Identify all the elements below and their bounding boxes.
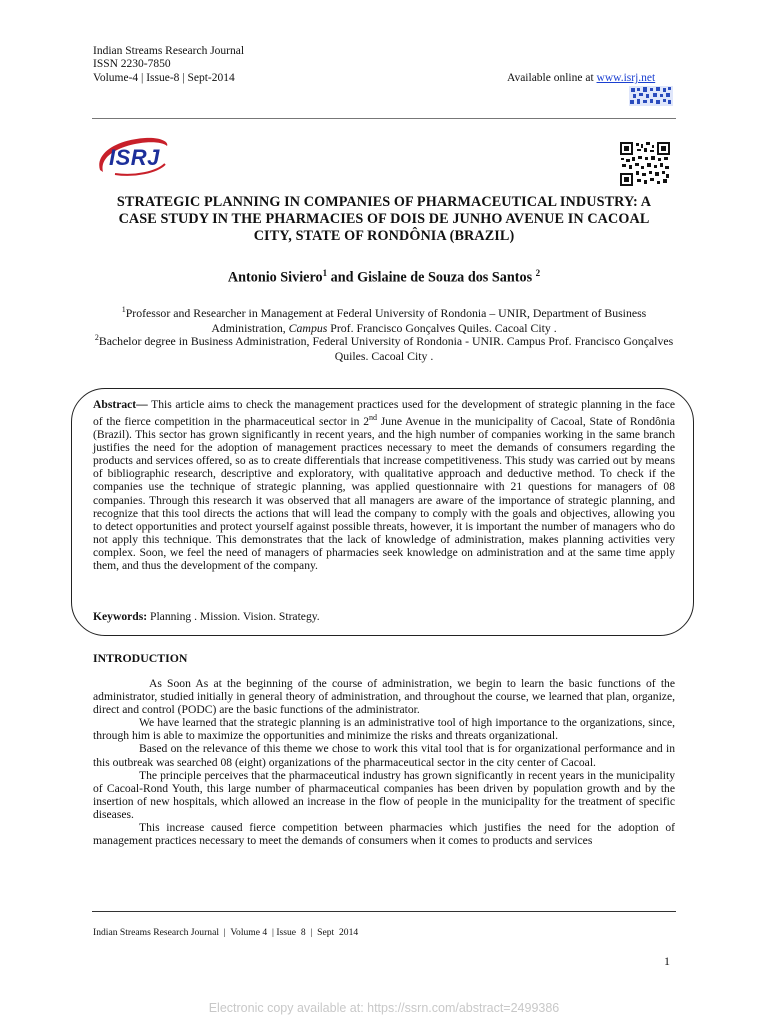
keywords-text: Planning . Mission. Vision. Strategy. bbox=[147, 610, 320, 623]
intro-paragraph-3: Based on the relevance of this theme we chose to work this vital tool that is for organizational performance and in this outbreak was searched 08 (eight) organizations of the pharmaceutical sector in the city center of Cacoal. bbox=[93, 742, 675, 769]
qr-code-icon bbox=[620, 142, 670, 186]
author-2: Gislaine de Souza dos Santos bbox=[357, 269, 536, 286]
affiliation-2-text: Bachelor degree in Business Administration, Federal University of Rondonia - UNIR. Campus Prof. Francisco Gonçalves Quiles. Cacoal City . bbox=[98, 333, 674, 363]
journal-name: Indian Streams Research Journal bbox=[93, 45, 245, 57]
author-2-sup: 2 bbox=[535, 268, 541, 278]
author-1: Antonio Siviero bbox=[227, 269, 323, 286]
intro-paragraph-1: As Soon As at the beginning of the course of administration, we begin to learn the basic functions of the administrator, studied initially in general theory of administration, and throughout the course, we learned that plan, organize, direct and control (PODC) are the basic functions of the administrator. bbox=[93, 677, 675, 717]
affiliation-2 bbox=[92, 330, 676, 364]
footer-text: Indian Streams Research Journal | Volume 4 | Issue 8 | Sept 2014 bbox=[93, 927, 359, 938]
introduction-body bbox=[93, 677, 675, 847]
author-and: and bbox=[327, 269, 358, 286]
abstract-sup: nd bbox=[369, 413, 378, 423]
keywords-label: Keywords: bbox=[93, 610, 148, 623]
intro-paragraph-2: We have learned that the strategic planning is an administrative tool of high importance to the organizations, since, through him is able to maximize the opportunities and minimize the risks and threats organizational. bbox=[93, 716, 675, 743]
author-1-sup: 1 bbox=[322, 268, 328, 278]
affiliation-1-text-b: Prof. Francisco Gonçalves Quiles. Cacoal City . bbox=[327, 320, 557, 335]
affiliation-1-text: Professor and Researcher in Management at Federal University of Rondonia – UNIR, Department of Business Administration, bbox=[125, 305, 647, 335]
barcode-icon bbox=[629, 86, 673, 106]
footer-rule bbox=[92, 911, 676, 912]
issn: ISSN 2230-7850 bbox=[93, 58, 171, 70]
introduction-heading: INTRODUCTION bbox=[93, 651, 188, 665]
abstract-body-a: This article aims to check the management practices used for the development of strategic planning in the face of the fierce competition in the pharmaceutical sector in 2 bbox=[93, 398, 675, 428]
isrj-logo bbox=[95, 134, 173, 178]
affiliation-2-sup: 2 bbox=[94, 333, 99, 342]
page-number: 1 bbox=[664, 954, 670, 968]
journal-website-link[interactable]: www.isrj.net bbox=[596, 72, 656, 84]
available-prefix: Available online at bbox=[507, 72, 597, 84]
affiliation-1-campus: Campus bbox=[288, 320, 328, 335]
intro-paragraph-5: This increase caused fierce competition between pharmacies which justifies the need for the adoption of management practices necessary to meet the demands of consumers when it comes to products and services bbox=[93, 821, 675, 848]
logo-text: ISRJ bbox=[109, 145, 160, 170]
keywords bbox=[93, 610, 320, 623]
abstract-text bbox=[93, 398, 675, 572]
available-online bbox=[507, 72, 655, 85]
ssrn-watermark: Electronic copy available at: https://ssrn.com/abstract=2499386 bbox=[208, 1001, 560, 1015]
affiliation-1-sup: 1 bbox=[121, 305, 126, 314]
paper-title: STRATEGIC PLANNING IN COMPANIES OF PHARMACEUTICAL INDUSTRY: A CASE STUDY IN THE PHARMACIES OF DOIS DE JUNHO AVENUE IN CACOAL CITY, STATE OF RONDÔNIA (BRAZIL) bbox=[116, 194, 652, 244]
header-rule bbox=[92, 118, 676, 119]
abstract-body-b: June Avenue in the municipality of Cacoal, State of Rondônia (Brazil). This sector has grown significantly in recent years, and the high number of companies working in the same branch justifies the need for the adoption of management practices necessary to meet the demands of consumers regarding the products and services offered, so as to create differentials that increase competitiveness. This study was carried out by means of bibliographic research, descriptive and exploratory, with qualitative approach and deductive method. To check if the companies use the technique of strategic planning, was applied questionnaire with 21 questions for managers of 08 companies. Through this research it was observed that all managers are aware of the importance of strategic planning, and recognize that this tool directs the actions that will lead the company to comply with the goals and objectives, allowing you to detect opportunities and protect yourself against possible threats, however, it is important the number of managers who do not apply this technique. This demonstrates that the lack of knowledge of administration, makes planning activities very complex. Soon, we feel the need of managers of pharmacies seek knowledge on administration and at the same time apply them, and thus the development of the company. bbox=[93, 414, 675, 572]
author-line bbox=[92, 268, 676, 287]
intro-paragraph-4: The principle perceives that the pharmaceutical industry has grown significantly in recent years in the municipality of Cacoal-Rond Youth, this large number of pharmaceutical companies has been driven by population growth and by the insertion of new hospitals, which allowed an increase in the flow of people in the municipality for the treatment of specific diseases. bbox=[93, 768, 675, 821]
volume-issue: Volume-4 | Issue-8 | Sept-2014 bbox=[93, 72, 235, 84]
abstract-label: Abstract— bbox=[93, 398, 148, 411]
